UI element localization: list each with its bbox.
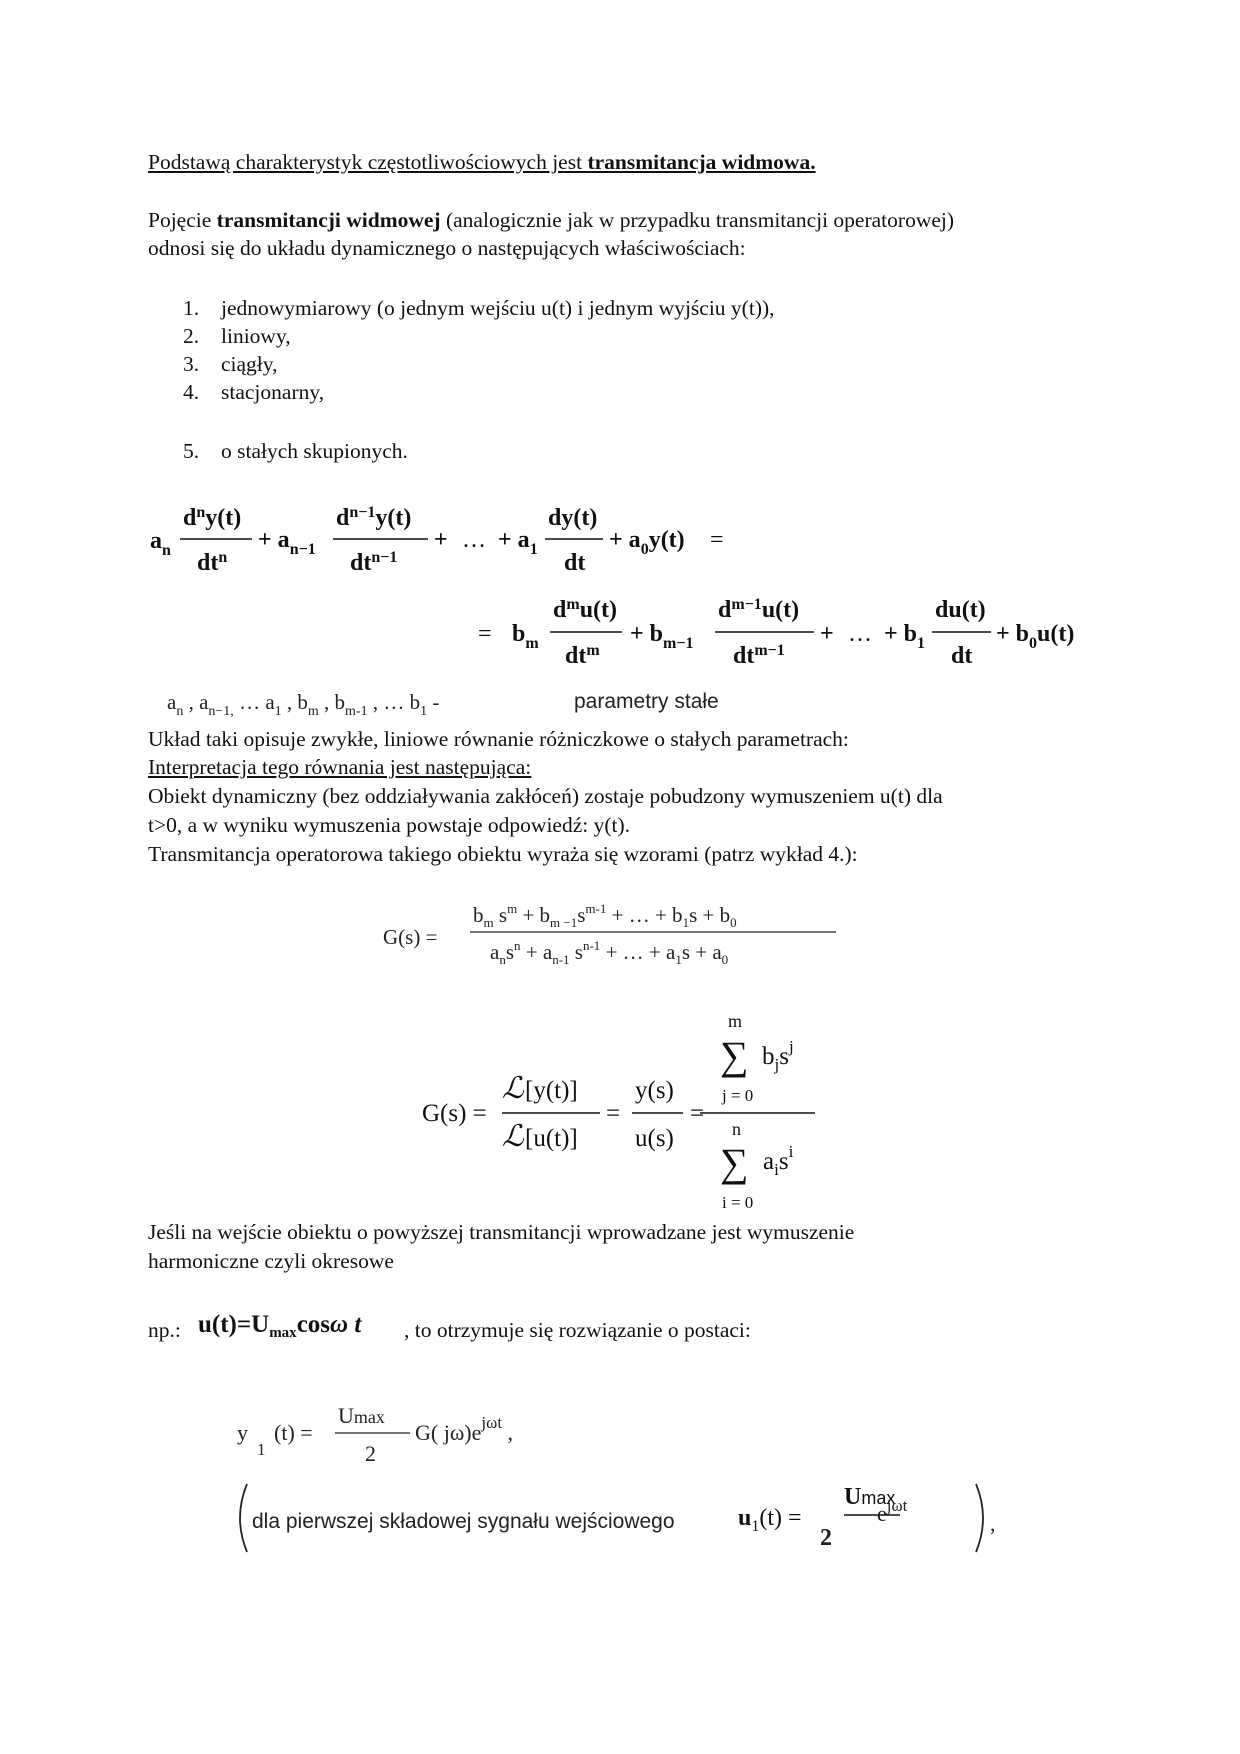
list-item (183, 350, 278, 378)
svg-text:ejωt: $e^{j\omega t}$ (877, 1496, 908, 1526)
list-number: 4. (183, 380, 200, 404)
svg-text:+ a0y(t): + $a_0y(t)$ (609, 527, 685, 558)
svg-text:G(s) =: G(s) = (422, 1100, 487, 1127)
svg-text:dtm−1: $dt^{m-1}$ (733, 642, 785, 669)
harmonic-input-formula (196, 1302, 411, 1342)
input-component-fraction (842, 1478, 902, 1568)
list-text: ciągły, (221, 352, 278, 376)
svg-text:+ an−1: + $a_{n-1}$ (258, 527, 316, 558)
heading-text: Podstawą charakterystyk częstotliwościowych jest (148, 150, 588, 174)
svg-text:dtn: $dt^n$ (197, 549, 228, 576)
svg-text:bm: $b_m$ (512, 621, 539, 652)
svg-text:+: + (434, 527, 448, 553)
p1-text-b: (analogicznie jak w przypadku transmitancji operatorowej) (440, 208, 955, 232)
list-text: o stałych skupionych. (221, 439, 408, 463)
svg-text:n: n (732, 1119, 741, 1139)
svg-text:ansn + an-1 sn-1 + … +: $a_ns^n + a_{n-1}$ $s^{n-1}$ + … + $a_1s + a_0$ (490, 938, 729, 967)
first-component-note: dla pierwszej składowej sygnału wejściowego (252, 1510, 675, 1533)
svg-text:u1(t) =: $u_1(t)$ = (738, 1505, 802, 1535)
svg-text:bjsj: $b_js^j$ (762, 1037, 794, 1074)
svg-text:bm sm + bm −1sm-1 + …: $b_m$ $s^m + b_{m -1}s^{m-1}$ + … + $b_1s + b_0$ (473, 901, 737, 930)
svg-text:u(s): u(s) (635, 1125, 674, 1152)
svg-text:=: = (690, 1100, 705, 1127)
svg-text:(t) =: (t) = (274, 1420, 313, 1445)
svg-text:ℒ: ℒ (502, 1120, 524, 1153)
list-number: 2. (183, 324, 200, 348)
np-label: np.: (148, 1318, 181, 1342)
transfer-function-laplace-formula (0, 1003, 1240, 1213)
svg-text:dm−1u(t): $d^{m-1}u(t)$ (718, 596, 800, 623)
svg-text:dmu(t): $d^mu(t)$ (553, 596, 618, 623)
list-item (183, 322, 291, 350)
svg-text:2: 2 (820, 1525, 832, 1551)
list-number: 3. (183, 352, 200, 376)
body-line: Transmitancja operatorowa takiego obiektu wyraża się wzorami (patrz wykład 4.): (148, 842, 858, 866)
svg-text:m: m (728, 1011, 743, 1031)
list-number: 1. (183, 296, 200, 320)
svg-text:=: = (710, 527, 724, 553)
svg-text:+ b0u(t): + $b_0u(t)$ (996, 621, 1075, 652)
section-heading (148, 148, 816, 176)
svg-text:y: y (237, 1420, 248, 1445)
svg-text:dn−1y(t): $d^{n-1}y(t)$ (336, 504, 412, 531)
svg-text:dt: dt (564, 550, 586, 576)
svg-text:=: = (478, 621, 492, 647)
svg-text:…: … (848, 621, 872, 647)
svg-text:=: = (606, 1100, 621, 1127)
svg-text:u(t)=Umaxcosω t: $u(t)=U_{max}\cos\omega$ t (198, 1311, 362, 1341)
body-line: Jeśli na wejście obiektu o powyższej transmitancji wprowadzane jest wymuszenie (148, 1220, 855, 1244)
svg-text:+ bm−1: + $b_{m-1}$ (630, 621, 694, 652)
svg-text:dtm: $dt^m$ (565, 642, 600, 669)
svg-text:+ a1: + $a_1$ (498, 527, 538, 558)
svg-text:,: , (990, 1511, 996, 1536)
svg-text:+: + (820, 621, 834, 647)
body-line-underlined: Interpretacja tego równania jest następująca: (148, 755, 532, 779)
svg-text:[u(t)]: [u(t)] (525, 1125, 578, 1152)
p1-text-a: Pojęcie (148, 208, 217, 232)
svg-text:dy(t): dy(t) (548, 505, 598, 531)
svg-text:2: 2 (365, 1441, 376, 1466)
list-text: jednowymiarowy (o jednym wejściu u(t) i jednym wyjściu y(t)), (221, 296, 775, 320)
svg-text:ℒ: ℒ (502, 1072, 524, 1105)
svg-text:+ b1: + $b_1$ (884, 621, 926, 652)
list-number: 5. (183, 439, 200, 463)
svg-text:du(t): du(t) (935, 597, 986, 623)
list-text: stacjonarny, (221, 380, 325, 404)
svg-text:∑: ∑ (720, 1033, 749, 1078)
svg-text:y(s): y(s) (635, 1077, 674, 1104)
svg-text:dt: dt (951, 643, 973, 669)
svg-text:dny(t): $d^ny(t)$ (183, 504, 242, 531)
svg-text:G( jω)ejωt ,: G( $j\omega)e^{j\omega t}$ , (415, 1413, 514, 1445)
paragraph-definition-line1 (148, 206, 954, 234)
np-continuation: , to otrzymuje się rozwiązanie o postaci: (404, 1318, 751, 1342)
response-formula (0, 1395, 1240, 1470)
svg-text:an: $a_n$ (150, 528, 171, 559)
differential-equation-formula (0, 495, 1240, 680)
transfer-function-rational-formula (0, 895, 1240, 975)
svg-text:aisi: $a_is^i$ (763, 1142, 794, 1179)
svg-text:j = 0: j = 0 (722, 1086, 754, 1105)
svg-text:i = 0: i = 0 (722, 1193, 754, 1212)
svg-text:…: … (462, 527, 486, 553)
svg-text:[y(t)]: [y(t)] (525, 1077, 578, 1104)
list-text: liniowy, (221, 324, 291, 348)
svg-text:1: 1 (257, 1440, 266, 1459)
heading-bold: transmitancja widmowa. (587, 150, 816, 174)
body-line: Obiekt dynamiczny (bez oddziaływania zakłóceń) zostaje pobudzony wymuszeniem u(t) dla (148, 784, 943, 808)
svg-text:Umax: Umax (844, 1484, 896, 1510)
svg-text:∑: ∑ (720, 1140, 749, 1185)
parameters-label: parametry stałe (574, 690, 719, 713)
body-line: harmoniczne czyli okresowe (148, 1249, 394, 1273)
body-line: Układ taki opisuje zwykłe, liniowe równanie różniczkowe o stałych parametrach: (148, 727, 849, 751)
list-item (183, 437, 408, 465)
list-item (183, 378, 324, 406)
svg-text:an , an−1, … a1 , bm , bm-: $a_n$ , $a_{n-1,}$ … $a_1$ , $b_m$ , $b_{m-1}$ , … $b_1$ - (167, 690, 440, 719)
svg-text:dtn−1: $dt^{n-1}$ (350, 549, 398, 576)
svg-text:Umax: Umax (338, 1403, 385, 1428)
list-item (183, 294, 775, 322)
paragraph-definition-line2: odnosi się do układu dynamicznego o następujących właściwościach: (148, 236, 746, 260)
svg-text:G(s) =: G(s) = (383, 925, 438, 949)
body-line: t>0, a w wyniku wymuszenia powstaje odpowiedź: y(t). (148, 813, 631, 837)
p1-bold: transmitancji widmowej (216, 208, 441, 232)
